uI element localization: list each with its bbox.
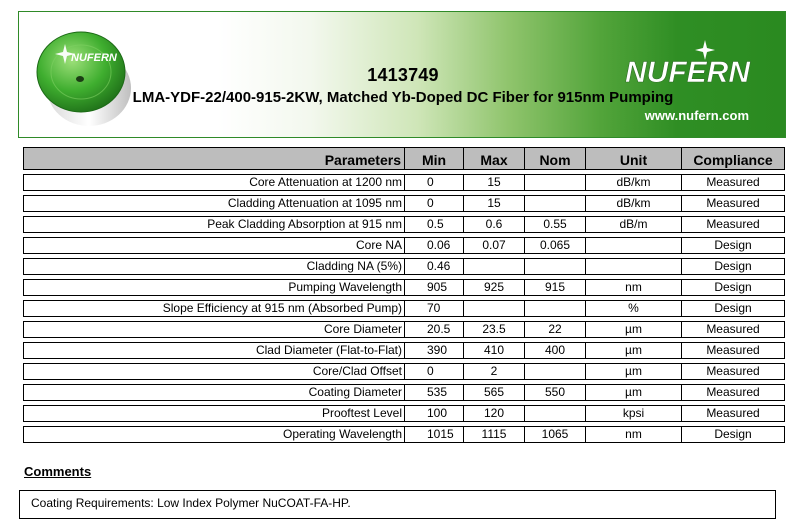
cell-parameter: Coating Diameter: [23, 384, 404, 401]
product-id: 1413749: [367, 65, 439, 85]
cell-max: 565: [463, 384, 524, 401]
table-row: [23, 363, 785, 380]
cell-nom: [524, 195, 585, 212]
product-title: LMA-YDF-22/400-915-2KW, Matched Yb-Doped DC Fiber for 915nm Pumping: [132, 89, 674, 106]
table-header-row: [23, 147, 785, 170]
cell-nom: 0.55: [524, 216, 585, 233]
cell-min: 0: [404, 195, 463, 212]
cell-min: 390: [404, 342, 463, 359]
cell-unit: µm: [585, 342, 681, 359]
cell-unit: µm: [585, 363, 681, 380]
cell-unit: [585, 258, 681, 275]
cell-compliance: Measured: [681, 384, 785, 401]
table-row: [23, 174, 785, 191]
table-row: [23, 342, 785, 359]
cell-nom: 1065: [524, 426, 585, 443]
cell-nom: [524, 258, 585, 275]
comments-box: [19, 490, 776, 519]
cell-parameter: Operating Wavelength: [23, 426, 404, 443]
cell-max: [463, 258, 524, 275]
cell-unit: µm: [585, 384, 681, 401]
cell-parameter: Core/Clad Offset: [23, 363, 404, 380]
spool-label: NUFERN: [71, 52, 117, 64]
header-compliance: Compliance: [681, 147, 785, 170]
cell-unit: nm: [585, 279, 681, 296]
cell-unit: µm: [585, 321, 681, 338]
cell-parameter: Core NA: [23, 237, 404, 254]
cell-parameter: Clad Diameter (Flat-to-Flat): [23, 342, 404, 359]
cell-min: 0: [404, 363, 463, 380]
header-nom: Nom: [524, 147, 585, 170]
cell-compliance: Design: [681, 426, 785, 443]
cell-parameter: Peak Cladding Absorption at 915 nm: [23, 216, 404, 233]
cell-unit: dB/km: [585, 174, 681, 191]
cell-nom: 550: [524, 384, 585, 401]
cell-parameter: Core Attenuation at 1200 nm: [23, 174, 404, 191]
comments-heading: Comments: [24, 464, 92, 479]
cell-max: 0.6: [463, 216, 524, 233]
cell-parameter: Cladding NA (5%): [23, 258, 404, 275]
cell-compliance: Design: [681, 300, 785, 317]
cell-compliance: Measured: [681, 405, 785, 422]
table-row: [23, 321, 785, 338]
cell-unit: nm: [585, 426, 681, 443]
table-row: [23, 237, 785, 254]
cell-unit: dB/km: [585, 195, 681, 212]
cell-max: 15: [463, 195, 524, 212]
cell-min: 0.5: [404, 216, 463, 233]
cell-compliance: Measured: [681, 342, 785, 359]
nufern-logo: [623, 38, 763, 86]
cell-min: 20.5: [404, 321, 463, 338]
cell-parameter: Pumping Wavelength: [23, 279, 404, 296]
cell-nom: 915: [524, 279, 585, 296]
cell-max: 925: [463, 279, 524, 296]
table-row: [23, 279, 785, 296]
cell-min: 0.06: [404, 237, 463, 254]
cell-min: 70: [404, 300, 463, 317]
cell-parameter: Slope Efficiency at 915 nm (Absorbed Pump): [23, 300, 404, 317]
cell-max: 0.07: [463, 237, 524, 254]
table-row: [23, 300, 785, 317]
cell-min: 905: [404, 279, 463, 296]
cell-max: 410: [463, 342, 524, 359]
cell-compliance: Measured: [681, 216, 785, 233]
cell-nom: 22: [524, 321, 585, 338]
logo-text: NUFERN: [625, 56, 750, 86]
cell-max: 1115: [463, 426, 524, 443]
cell-min: 100: [404, 405, 463, 422]
cell-compliance: Design: [681, 258, 785, 275]
cell-min: 0.46: [404, 258, 463, 275]
cell-max: 2: [463, 363, 524, 380]
cell-min: 1015: [404, 426, 463, 443]
table-row: [23, 195, 785, 212]
cell-compliance: Measured: [681, 363, 785, 380]
cell-max: 120: [463, 405, 524, 422]
cell-parameter: Prooftest Level: [23, 405, 404, 422]
cell-nom: [524, 174, 585, 191]
header-banner: [18, 11, 786, 138]
cell-max: [463, 300, 524, 317]
spec-table: [23, 143, 785, 447]
cell-nom: 0.065: [524, 237, 585, 254]
header-max: Max: [463, 147, 524, 170]
comments-text: Coating Requirements: Low Index Polymer NuCOAT-FA-HP.: [31, 496, 351, 510]
cell-nom: [524, 363, 585, 380]
cell-compliance: Design: [681, 237, 785, 254]
cell-unit: [585, 237, 681, 254]
cell-min: 0: [404, 174, 463, 191]
cell-nom: 400: [524, 342, 585, 359]
cell-nom: [524, 405, 585, 422]
table-row: [23, 384, 785, 401]
header-unit: Unit: [585, 147, 681, 170]
table-row: [23, 405, 785, 422]
cell-compliance: Measured: [681, 195, 785, 212]
cell-unit: kpsi: [585, 405, 681, 422]
cell-nom: [524, 300, 585, 317]
cell-compliance: Measured: [681, 174, 785, 191]
table-row: [23, 216, 785, 233]
cell-parameter: Cladding Attenuation at 1095 nm: [23, 195, 404, 212]
cell-max: 15: [463, 174, 524, 191]
brand-url[interactable]: www.nufern.com: [644, 108, 749, 123]
cell-parameter: Core Diameter: [23, 321, 404, 338]
cell-unit: dB/m: [585, 216, 681, 233]
table-row: [23, 258, 785, 275]
cell-max: 23.5: [463, 321, 524, 338]
cell-compliance: Measured: [681, 321, 785, 338]
cell-min: 535: [404, 384, 463, 401]
table-row: [23, 426, 785, 443]
cell-unit: %: [585, 300, 681, 317]
header-parameters: Parameters: [23, 147, 404, 170]
cell-compliance: Design: [681, 279, 785, 296]
header-min: Min: [404, 147, 463, 170]
